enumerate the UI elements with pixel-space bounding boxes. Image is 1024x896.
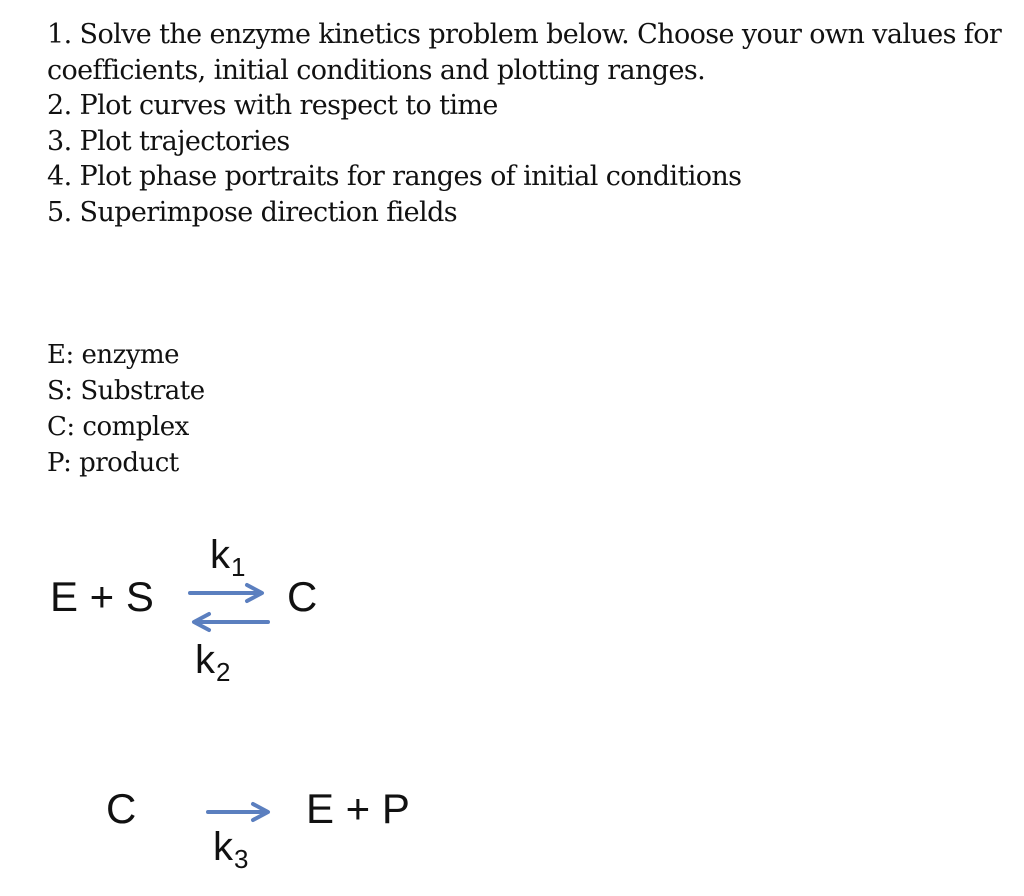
rate-k3-subscript: 3 <box>234 844 249 874</box>
legend-enzyme: E: enzyme <box>47 340 180 370</box>
rate-k3-symbol: k <box>213 825 233 869</box>
instruction-line-4: 4. Plot phase portraits for ranges of initial conditions <box>47 161 742 192</box>
legend-complex: C: complex <box>47 412 189 442</box>
legend-product: P: product <box>47 448 179 478</box>
reaction2-products: E + P <box>306 785 410 832</box>
instruction-line-3: 3. Plot trajectories <box>47 125 290 157</box>
instruction-line-2: 2. Plot curves with respect to time <box>47 90 498 121</box>
reaction1-reactants: E + S <box>50 573 154 620</box>
rate-k1-subscript: 1 <box>231 552 246 582</box>
instruction-line-1: 1. Solve the enzyme kinetics problem below. Choose your own values for <box>47 19 1002 50</box>
rate-k2-subscript: 2 <box>216 657 231 687</box>
rate-k2-symbol: k <box>195 638 215 682</box>
reaction1-product: C <box>287 573 318 620</box>
forward-arrow-icon <box>190 585 262 601</box>
instruction-line-5: 5. Superimpose direction fields <box>47 196 458 228</box>
reaction2-reactant: C <box>106 785 137 832</box>
rate-k1-symbol: k <box>210 533 230 577</box>
reverse-arrow-icon <box>194 614 268 630</box>
legend-substrate: S: Substrate <box>47 376 205 406</box>
instruction-line-1-continued: coefficients, initial conditions and plotting ranges. <box>47 54 706 86</box>
reaction2-arrow-icon <box>208 804 268 820</box>
